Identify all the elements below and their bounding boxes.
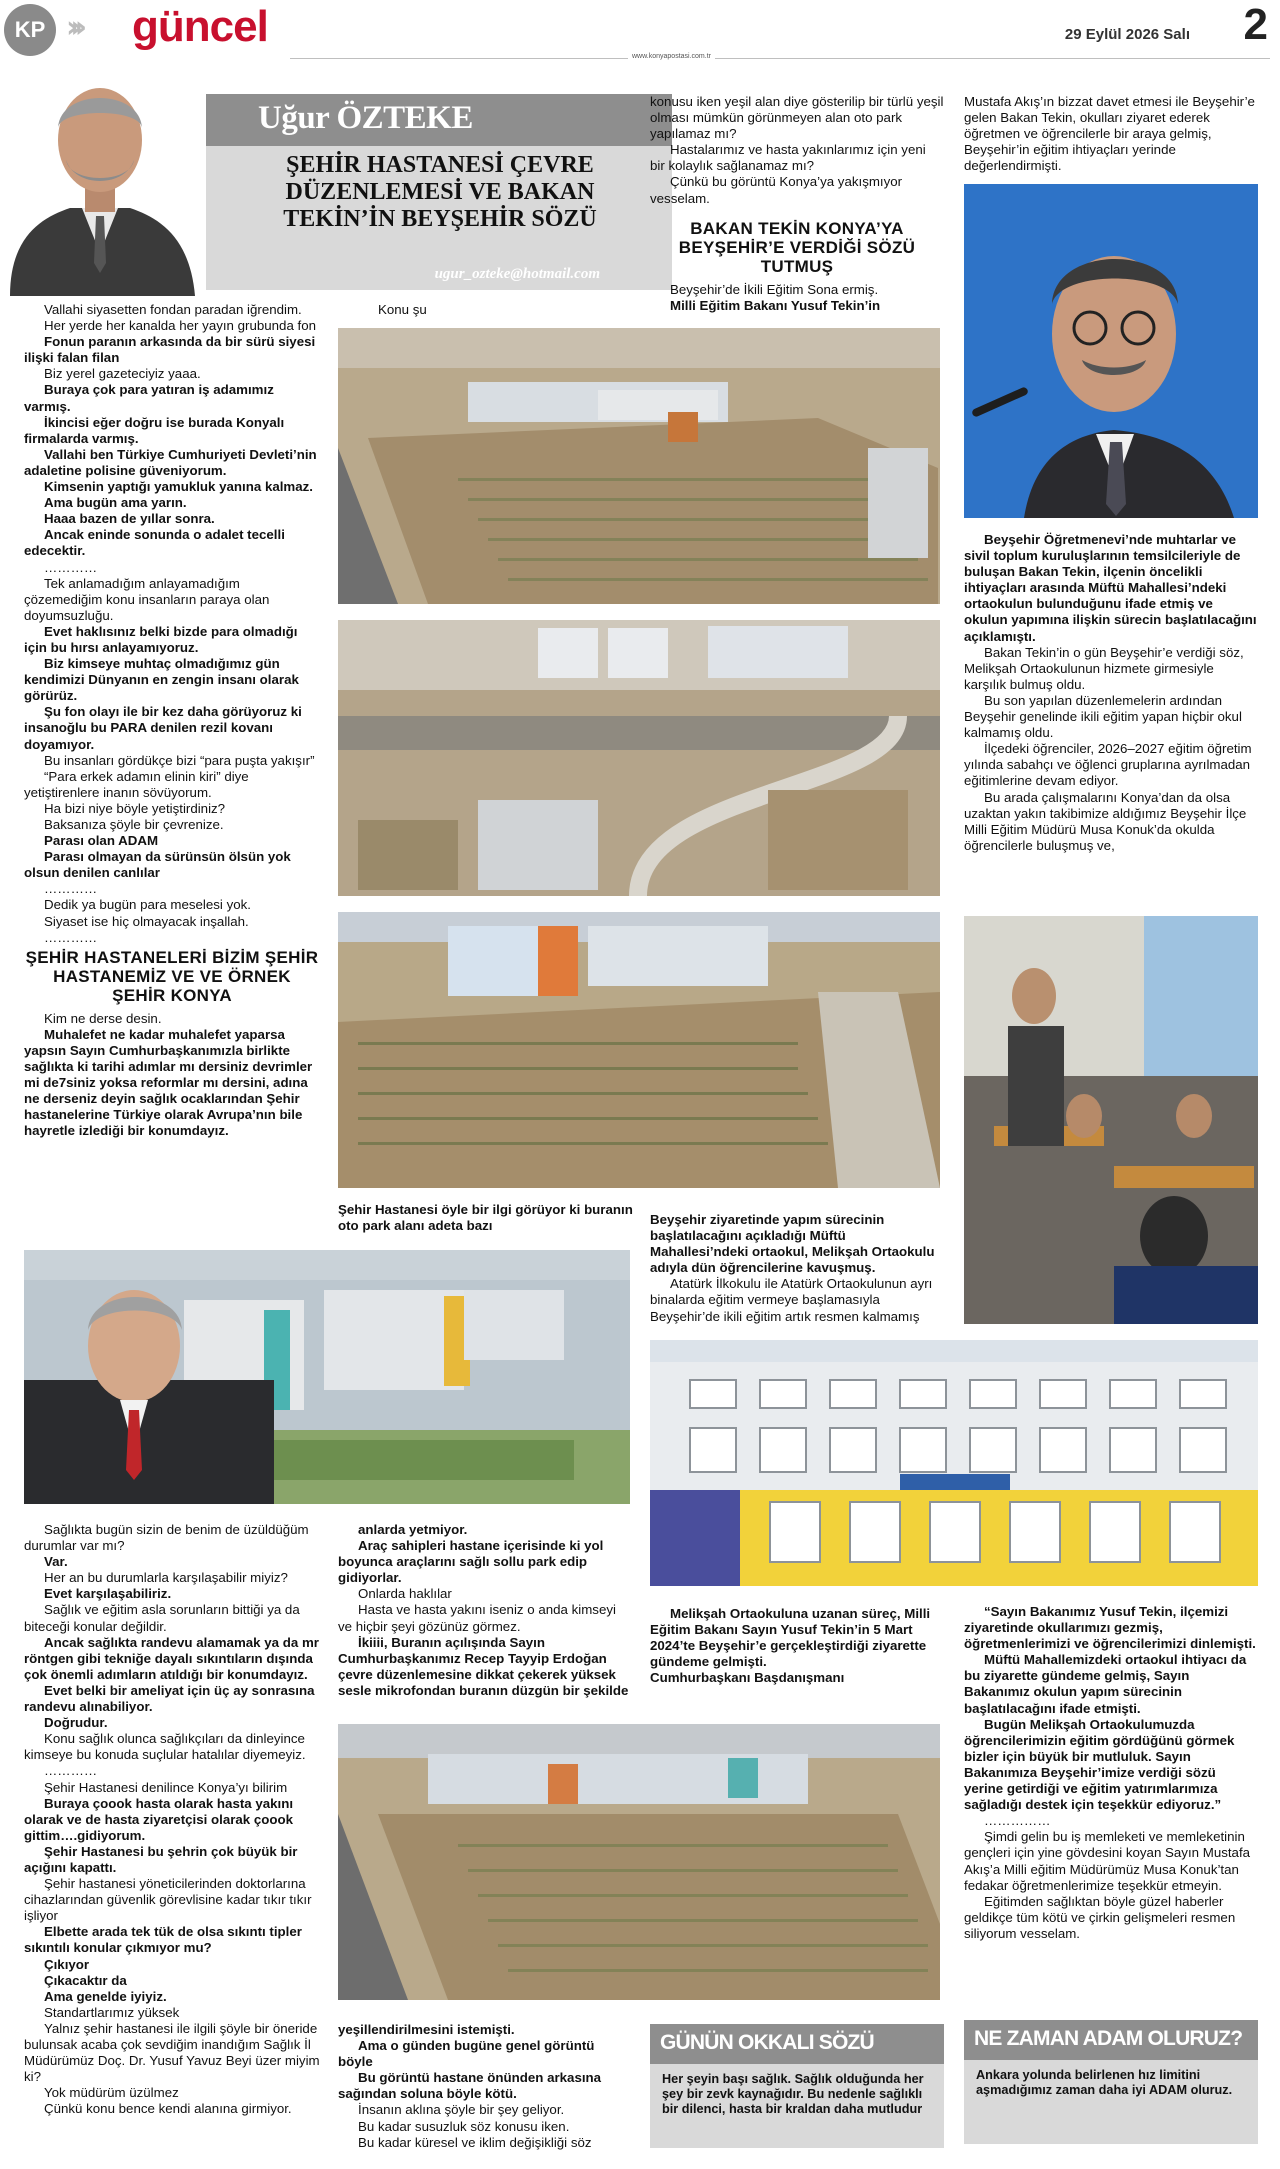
paragraph: Doğrudur. (44, 1715, 108, 1731)
quote-of-the-day-box (650, 2024, 944, 2148)
paragraph: Onlarda haklılar (358, 1586, 452, 1602)
paragraph: Vallahi siyasetten fondan paradan iğrendim. (44, 302, 302, 317)
paragraph: konusu iken yeşil alan diye gösterilip bir türlü yeşil olması mümkün görünmeyen alan oto park yapılamaz mı? (650, 94, 944, 142)
paragraph: Evet haklısınız belki bizde para olmadığı için bu hırsı anlayamıyoruz. (24, 623, 298, 655)
paragraph: ………… (44, 929, 98, 945)
paragraph: Çünkü konu bence kendi alanına girmiyor. (44, 2101, 292, 2117)
paragraph: Atatürk İlkokulu ile Atatürk Ortaokulunun ayrı binalarda eğitim vermeye başlamasıyla Beyşehir’de ikili eğitim artık resmen kalmamış (650, 1276, 933, 1324)
paragraph: Çıkıyor (44, 1956, 90, 1972)
header-rule (290, 58, 1270, 59)
school-caption-advisor: Cumhurbaşkanı Başdanışmanı (650, 1670, 845, 1685)
paragraph: Ancak sağlıkta randevu alamamak ya da mr röntgen gibi tekniğe dayalı sıkıntıların dışında çok önemli adımların atıldığı bir konumdayız. (24, 1634, 319, 1682)
when-will-we-text: Ankara yolunda belirlenen hız limitini aşmadığımız zaman daha iyi ADAM oluruz. (976, 2068, 1233, 2097)
paragraph: Şehir hastanesi yöneticilerinden doktorlarına cihazlarından güvenlik görevlisine kadar tıkır tıkır işliyor (24, 1876, 312, 1924)
classroom-photo (964, 916, 1258, 1324)
issue-date: 29 Eylül 2026 Salı (1064, 26, 1190, 43)
paragraph: Bu insanları gördükçe bizi “para puşta yakışır” (44, 752, 315, 768)
paragraph: İkincisi eğer doğru ise burada Konyalı firmalarda varmış. (24, 414, 285, 446)
paragraph: Beyşehir ziyaretinde yapım sürecinin başlatılacağını açıkladığı Müftü Mahallesi’ndeki ortaokul, Melikşah Ortaokulu adıyla dün öğrencilerine kavuşmuş. (650, 1212, 935, 1276)
paragraph: Konu sağlık olunca sağlıkçıları da dinleyince kimseye bu konuda suçlular hatalılar diyemeyiz. (24, 1731, 306, 1763)
paragraph: Yok müdürüm üzülmez (44, 2085, 179, 2101)
paragraph: yeşillendirilmesini istemişti. (338, 2022, 515, 2037)
column-2-bottom (338, 2022, 632, 2151)
paragraph: Müftü Mahallemizdeki ortaokul ihtiyacı da bu ziyarette gündeme gelmiş, Sayın Bakanımız okulun yapım sürecinin başlatılacağını ifade etmişti. (964, 1652, 1247, 1716)
author-email[interactable]: ugur_ozteke@hotmail.com (434, 266, 600, 282)
section-title: güncel (132, 2, 268, 51)
kp-logo[interactable]: KP (4, 4, 56, 56)
article-headline: ŞEHİR HASTANESİ ÇEVRE DÜZENLEMESİ VE BAKAN TEKİN’İN BEYŞEHİR SÖZÜ (283, 152, 597, 232)
paragraph: Muhalefet ne kadar muhalefet yaparsa yapsın Sayın Cumhurbaşkanımızla birlikte sağlıkta ki tarihi adımlar mı dersiniz devrimler mi de7siniz yoksa reformlar mı dersini, adına ne derseniz deyin sağlık ocaklarından Şehir hastanelerine Türkiye olarak Avrupa’nın bile hayretle izlediği bir konumdayız. (24, 1026, 313, 1139)
aerial-caption: Şehir Hastanesi öyle bir ilgi görüyor ki buranın oto park alanı adeta bazı (338, 1202, 633, 1233)
paragraph: Eğitimden sağlıktan böyle güzel haberler geldikçe tüm kötü ve çirkin gelişmeleri resmen siliyorum vesselam. (964, 1893, 1236, 1941)
paragraph: ………… (44, 559, 98, 575)
paragraph: Şehir Hastanesi bu şehrin çok büyük bir açığını kapattı. (24, 1843, 298, 1875)
when-will-we-box (964, 2020, 1258, 2144)
paragraph: Kimsenin yaptığı yamukluk yanına kalmaz. (44, 479, 313, 495)
paragraph: Standartlarımız yüksek (44, 2004, 180, 2020)
melikshah-school-photo (650, 1340, 1258, 1586)
paragraph: ………… (44, 1763, 98, 1779)
paragraph: Haaa bazen de yıllar sonra. (44, 511, 215, 527)
paragraph: Parası olmayan da sürünsün ölsün yok olsun denilen canlılar (24, 849, 291, 881)
paragraph: Sağlık ve eğitim asla sorunların bittiği ya da biteceği konular değildir. (24, 1602, 300, 1634)
paragraph: Mustafa Akış’ın bizzat davet etmesi ile Beyşehir’e gelen Bakan Tekin, okulları ziyaret ederek öğretmen ve öğrencilerle bir araya gelmiş, Beyşehir’in eğitim ihtiyaçları yerinde değerlendirmişti. (964, 94, 1255, 174)
column-4-top (964, 94, 1258, 174)
author-name: Uğur ÖZTEKE (206, 94, 672, 146)
column-3-top (650, 94, 944, 314)
school-caption-text: Melikşah Ortaokuluna uzanan süreç, Milli Eğitim Bakanı Sayın Yusuf Tekin’in 5 Mart 2024’te Beyşehir’e gerçekleştirdiği ziyarette gündeme gelmişti. (650, 1606, 931, 1669)
paragraph: Hasta ve hasta yakını iseniz o anda kimseyi ve hiçbir şeyi gözünüz görmez. (338, 1602, 616, 1634)
paragraph: Bugün Melikşah Ortaokulumuzda öğrencilerimizin eğitim gördüğünü görmek bizler için büyük bir mutluluk. Sayın Bakanımıza Beyşehir’imize verdiği sözü yerine getirdiği ve eğitim yatırımlarımıza sağladığı destek için teşekkür ediyoruz.” (964, 1716, 1235, 1813)
paragraph: Buraya çoook hasta olarak hasta yakını olarak ve de hasta ziyaretçisi olarak çoook gittim….gidiyorum. (24, 1795, 294, 1843)
paragraph: Bu kadar susuzluk söz konusu iken. (358, 2118, 570, 2134)
paragraph: Tek anlamadığım anlayamadığım çözemediğim konu insanların paraya olan doyumsuzluğu. (24, 575, 270, 623)
paragraph: Bu arada çalışmalarını Konya’dan da olsa uzaktan yakın takibimize aldığımız Beyşehir İlçe Milli Eğitim Müdürü Musa Konuk’da okulda öğrencilerle buluşmuş ve, (964, 789, 1247, 853)
paragraph: …………… (984, 1813, 1051, 1829)
paragraph: Şu fon olayı ile bir kez daha görüyoruz ki insanoğlu bu PARA denilen rezil kovanı doyamıyor. (24, 704, 302, 752)
paragraph: Beyşehir Öğretmenevi’nde muhtarlar ve sivil toplum kuruluşlarının temsilcileriyle de buluşan Bakan Tekin, ilçenin öncelikli ihtiyaçları arasında Müftü Mahallesi’ndeki ortaokulun bulunduğunu ifade etmiş ve okulun yapımına ilişkin sürecin başlatılacağını açıklamıştı. (964, 532, 1257, 644)
page-number: 2 (1243, 0, 1268, 49)
paragraph: İnsanın aklına şöyle bir şey geliyor. (358, 2102, 565, 2118)
paragraph: Milli Eğitim Bakanı Yusuf Tekin’in (670, 297, 881, 313)
paragraph: ………… (44, 881, 98, 897)
column-2-middle (338, 1522, 632, 1699)
paragraph: Çıkacaktır da (44, 1972, 127, 1988)
paragraph: Ancak eninde sonunda o adalet tecelli edecektir. (24, 527, 285, 559)
paragraph: Beyşehir’de İkili Eğitim Sona ermiş. (670, 281, 879, 297)
paragraph: Ha bizi niye böyle yetiştirdiniz? (44, 800, 226, 816)
paragraph: Var. (44, 1554, 68, 1570)
paragraph: Araç sahipleri hastane içerisinde ki yol boyunca araçlarını sağlı sollu park edip gidiyorlar. (338, 1538, 604, 1586)
paragraph: Baksanıza şöyle bir çevrenize. (44, 817, 224, 832)
column-3-middle (650, 1212, 944, 1325)
hospital-aerial-photo-1 (338, 328, 940, 604)
hospital-aerial-photo-3 (338, 912, 940, 1188)
subheading-city-hospital: ŞEHİR HASTANELERİ BİZİM ŞEHİR HASTANEMİZ VE VE ÖRNEK ŞEHİR KONYA (25, 947, 319, 1005)
paragraph: Hastalarımız ve hasta yakınlarımız için yeni bir kolaylık sağlanamaz mı? (650, 142, 926, 174)
column-1-top (24, 302, 320, 1140)
paragraph: Çünkü bu görüntü Konya’ya yakışmıyor vesselam. (650, 174, 903, 206)
when-will-we-title: NE ZAMAN ADAM OLURUZ? (964, 2020, 1258, 2060)
paragraph: Ama o günden bugüne genel görüntü böyle (338, 2038, 595, 2070)
paragraph: Her an bu durumlarla karşılaşabilir miyiz? (44, 1570, 288, 1586)
paragraph: “Sayın Bakanımız Yusuf Tekin, ilçemizi ziyaretinde okullarımızı gezmiş, öğretmenlerimizi ve öğrencilerimizi dinlemişti. (964, 1604, 1256, 1652)
paragraph: İkiiii, Buranın açılışında Sayın Cumhurbaşkanımız Recep Tayyip Erdoğan çevre düzenlemesine dikkat çekerek yüksek sesle mikrofondan buranın düzgün bir şekilde (338, 1634, 629, 1698)
paragraph: Evet karşılaşabiliriz. (44, 1586, 172, 1602)
subheading-minister: BAKAN TEKİN KONYA’YA BEYŞEHİR’E VERDİĞİ SÖZÜ TUTMUŞ (678, 218, 916, 276)
paragraph: Vallahi ben Türkiye Cumhuriyeti Devleti’nin adaletine polisine güveniyorum. (24, 446, 317, 478)
paragraph: Dedik ya bugün para meselesi yok. (44, 897, 251, 913)
column-4-bottom (964, 1604, 1258, 1942)
column-1-bottom (24, 1522, 320, 2117)
paragraph: Bu görüntü hastane önünden arkasına sağından soluna böyle kötü. (338, 2070, 602, 2102)
quote-of-the-day-title: GÜNÜN OKKALI SÖZÜ (650, 2024, 944, 2064)
paragraph: Evet belki bir ameliyat için üç ay sonrasına randevu alınabiliyor. (24, 1682, 315, 1715)
konu-lead (358, 302, 478, 318)
hospital-aerial-photo-2 (338, 620, 940, 896)
paragraph: Şimdi gelin bu iş memleketi ve memleketinin gençleri için yine gövdesini koyan Sayın Mustafa Akış’a Milli eğitim Müdürümüz Musa Konuk’tan fedakar öğretmenlerimize teşekkür etmeyin. (964, 1829, 1251, 1893)
paragraph: Buraya çok para yatıran iş adamımız varmış. (24, 382, 274, 414)
paragraph: Yalnız şehir hastanesi ile ilgili şöyle bir öneride bulunsak acaba çok sevdiğim inandığım Sağlık İl Müdürümüz Doç. Dr. Yusuf Yavuz Beyi üzer miyim ki? (24, 2020, 320, 2085)
paragraph: “Para erkek adamın elinin kiri” diye yetiştirenlere inanın sövüyorum. (24, 768, 249, 800)
hospital-aerial-photo-4 (338, 1724, 940, 2000)
paragraph: Bu kadar küresel ve iklim değişikliği söz (358, 2134, 592, 2150)
paragraph: Fonun paranın arkasında da bir sürü siyesi ilişki falan filan (24, 334, 316, 366)
paragraph: İlçedeki öğrenciler, 2026–2027 eğitim öğretim yılında sabahçı ve öğlenci gruplarına ayrılmadan eğitimlerine devam ediyor. (964, 741, 1252, 789)
quote-of-the-day-text: Her şeyin başı sağlık. Sağlık olduğunda her şey bir zevk kaynağıdır. Bu nedenle sağlıklı bir dilenci, hasta bir kraldan daha mutludur (662, 2072, 924, 2116)
paragraph: anlarda yetmiyor. (358, 1522, 468, 1537)
erdogan-hospital-photo (24, 1250, 630, 1504)
konu-text: Konu şu (378, 302, 427, 317)
paragraph: Şehir Hastanesi denilince Konya’yı bilirim (44, 1779, 288, 1795)
paragraph: Kim ne derse desin. (44, 1010, 162, 1026)
paragraph: Sağlıkta bugün sizin de benim de üzüldüğüm durumlar var mı? (24, 1522, 309, 1554)
minister-tekin-photo (964, 184, 1258, 518)
paragraph: Elbette arada tek tük de olsa sıkıntı tipler sıkıntılı konular çıkmıyor mu? (24, 1924, 302, 1956)
paragraph: Biz kimseye muhtaç olmadığımız gün kendimizi Dünyanın en zengin insanı olarak görürüz. (24, 656, 299, 704)
paragraph: Ama genelde iyiyiz. (44, 1988, 167, 2004)
school-caption (650, 1606, 944, 1686)
chevrons-icon: ››› (66, 10, 80, 45)
paragraph: Ama bugün ama yarın. (44, 495, 187, 511)
paragraph: Siyaset ise hiç olmayacak inşallah. (44, 913, 249, 929)
paragraph: Her yerde her kanalda her yayın grubunda fon (44, 318, 317, 334)
site-url: www.konyapostasi.com.tr (628, 53, 715, 60)
paragraph: Bakan Tekin’in o gün Beyşehir’e verdiği söz, Melikşah Ortaokulunun hizmete girmesiyle karşılık bulmuş oldu. (964, 644, 1244, 692)
paragraph: Bu son yapılan düzenlemelerin ardından Beyşehir genelinde ikili eğitim yapan hiçbir okul kalmamış oldu. (964, 692, 1242, 741)
column-4-middle (964, 532, 1258, 854)
paragraph: Biz yerel gazeteciyiz yaaa. (44, 366, 201, 382)
paragraph: Parası olan ADAM (44, 833, 159, 849)
author-photo (0, 48, 200, 296)
